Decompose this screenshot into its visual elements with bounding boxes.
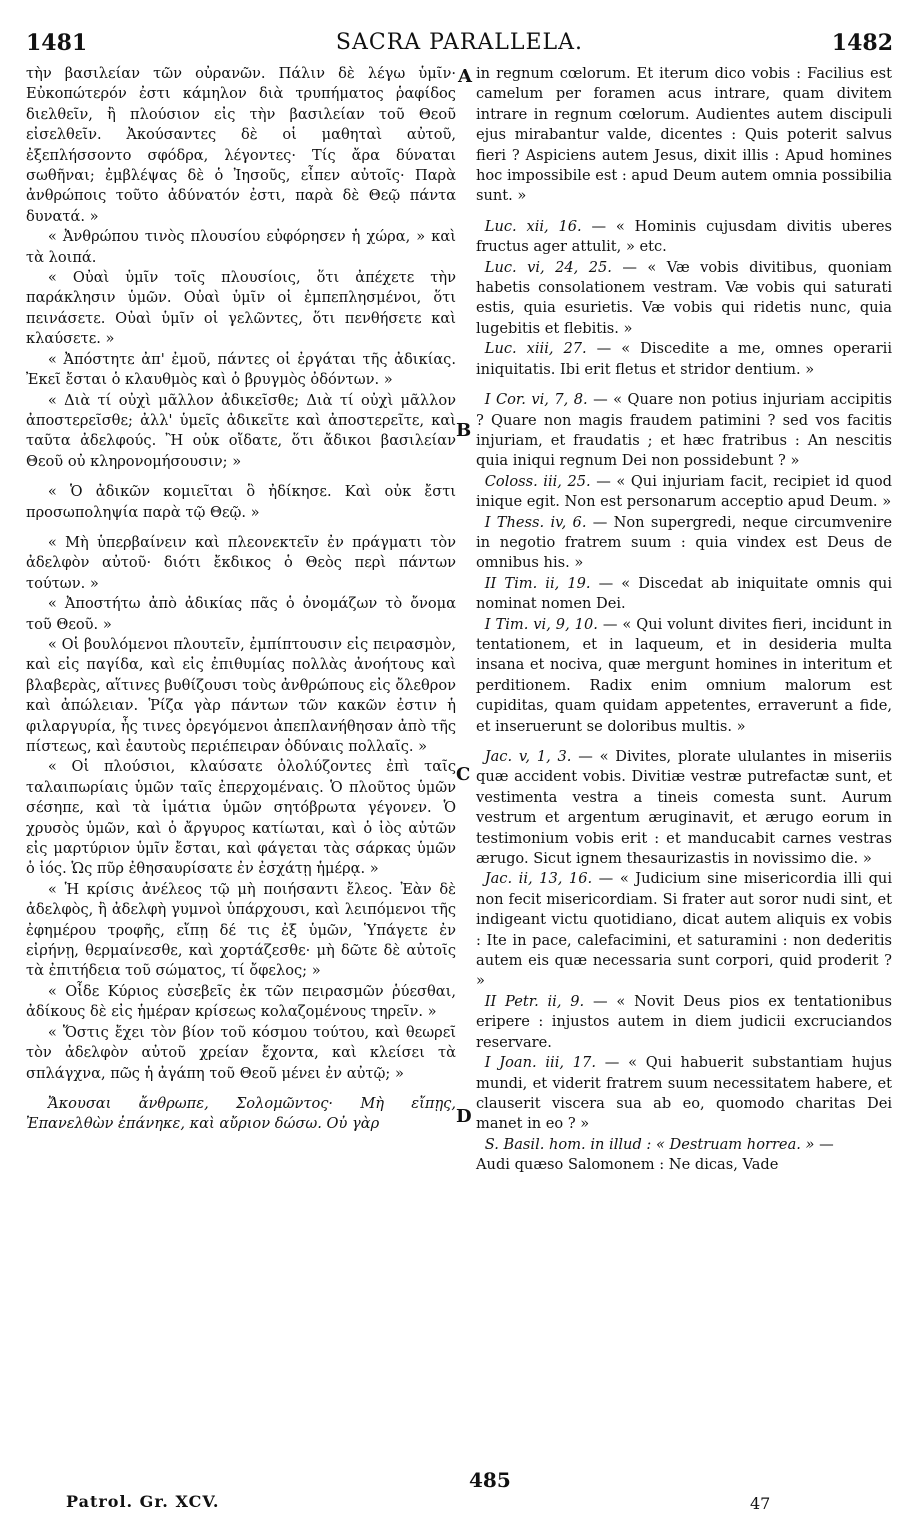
latin-text: — « Qui volunt divites fieri, incidunt in tentationem, et in laqueum, et in desideria multa insana et nociva, quæ mergunt homines in interitum et perditionem. Radix enim omnium malorum est cupiditas, quam quidam appetentes, erraverunt a fide, et inseruerunt se doloribus multis. » bbox=[476, 615, 892, 735]
scripture-reference: I Cor. vi, 7, 8. bbox=[484, 391, 588, 409]
scripture-reference: II Tim. ii, 19. bbox=[484, 574, 591, 592]
latin-text: — « Qui injuriam facit, recipiet id quod inique egit. Non est personarum acceptio apud Deum. » bbox=[476, 472, 892, 511]
latin-paragraph bbox=[476, 1053, 892, 1135]
latin-paragraph bbox=[476, 64, 892, 207]
latin-text: — « Divites, plorate ululantes in miseriis quæ accident vobis. Divitiæ vestræ putrefactæ sunt, et vestimenta vestra a tineis comesta sunt. Aurum vestrum et argentum æruginavit, et ærugo eorum in testimonium vobis erit : et manducabit carnes vestras ærugo. Sicut ignem thesaurizastis in novissimo die. » bbox=[476, 748, 892, 868]
latin-paragraph bbox=[476, 472, 892, 513]
greek-paragraph bbox=[26, 391, 456, 473]
margin-letter-b: B bbox=[456, 420, 472, 441]
latin-paragraph bbox=[476, 869, 892, 991]
latin-paragraph bbox=[476, 339, 892, 380]
scripture-reference: II Petr. ii, 9. bbox=[484, 992, 585, 1010]
latin-paragraph bbox=[476, 1135, 892, 1155]
latin-text: — « Qui habuerit substantiam hujus mundi, et viderit fratrem suum necessitatem habere, et clauserit viscera sua ab eo, quomodo charitas Dei manet in eo ? » bbox=[476, 1054, 892, 1133]
latin-text: — « Hominis cujusdam divitis uberes fructus ager attulit, » etc. bbox=[476, 217, 892, 256]
latin-text: — « Judicium sine misericordia illi qui non fecit misericordiam. Si frater aut soror nudi sint, et indigeant victu quotidiano, dicat autem aliquis ex vobis : Ite in pace, calefacimini, et saturamini : non dederitis autem eis quæ necessaria sunt corpori, quid proderit ? » bbox=[476, 870, 892, 990]
latin-text: Audi quæso Salomonem : Ne dicas, Vade bbox=[476, 1156, 779, 1174]
greek-text: « Οἱ βουλόμενοι πλουτεῖν, ἐμπίπτουσιν εἰς πειρασμὸν, καὶ εἰς παγίδα, καὶ εἰς ἐπιθυμίας πολλὰς ἀνοήτους καὶ βλαβερὰς, αἵτινες βυθίζουσι τοὺς ἀνθρώπους εἰς ὄλεθρον καὶ ἀπώλειαν. Ῥίζα γὰρ πάντων τῶν κακῶν ἐστιν ἡ φιλαργυρία, ἧς τινες ὀρεγόμενοι ἀπεπλανήθησαν ἀπὸ τῆς πίστεως, καὶ ἑαυτοὺς περιέπειραν ὀδύναις πολλαῖς. » bbox=[26, 635, 456, 755]
greek-paragraph bbox=[26, 268, 456, 350]
greek-paragraph bbox=[26, 350, 456, 391]
right-page-number: 1482 bbox=[831, 30, 893, 56]
greek-text: « Ὁ ἀδικῶν κομιεῖται ὃ ἠδίκησε. Καὶ οὐκ ἔστι προσωποληψία παρὰ τῷ Θεῷ. » bbox=[26, 483, 456, 521]
latin-column bbox=[476, 64, 892, 1176]
latin-text: — « Discedite a me, omnes operarii iniquitatis. Ibi erit fletus et stridor dentium. » bbox=[476, 340, 892, 378]
greek-text: « Ἡ κρίσις ἀνέλεος τῷ μὴ ποιήσαντι ἔλεος. Ἐὰν δὲ ἀδελφὸς, ἢ ἀδελφὴ γυμνοὶ ὑπάρχουσι, καὶ λειπόμενοι τῆς ἐφημέρου τροφῆς, εἴπῃ δέ τις ἐξ ὑμῶν, Ὑπάγετε ἐν εἰρήνῃ, θερμαίνεσθε, καὶ χορτάζεσθε· μὴ δῶτε δὲ αὐτοῖς τὰ ἐπιτήδεια τοῦ σώματος, τί ὄφελος; » bbox=[26, 880, 456, 980]
greek-paragraph bbox=[26, 1094, 456, 1135]
latin-text: — « Novit Deus pios ex tentationibus eripere : injustos autem in diem judicii excruciandos reservare. bbox=[476, 992, 892, 1051]
greek-text: « Οἶδε Κύριος εὐσεβεῖς ἐκ τῶν πειρασμῶν ῥύεσθαι, ἀδίκους δὲ εἰς ἡμέραν κρίσεως κολαζομένους τηρεῖν. » bbox=[26, 982, 456, 1021]
latin-paragraph bbox=[476, 258, 892, 340]
latin-text: — « Discedat ab iniquitate omnis qui nominat nomen Dei. bbox=[476, 574, 892, 613]
page-header bbox=[26, 30, 893, 60]
greek-paragraph bbox=[26, 533, 456, 594]
paragraph-gap bbox=[476, 380, 892, 390]
greek-text: τὴν βασιλείαν τῶν οὐρανῶν. Πάλιν δὲ λέγω ὑμῖν· Εὐκοπώτερόν ἐστι κάμηλον διὰ τρυπήματος ῥαφίδος διελθεῖν, ἢ πλούσιον εἰς τὴν βασιλείαν τοῦ Θεοῦ εἰσελθεῖν. Ἀκούσαντες δὲ οἱ μαθηταὶ αὐτοῦ, ἐξεπλήσσοντο σφόδρα, λέγοντες· Τίς ἄρα δύναται σωθῆναι; ἐμβλέψας δὲ ὁ Ἰησοῦς, εἶπεν αὐτοῖς· Παρὰ ἀνθρώποις τοῦτο ἀδύνατόν ἐστι, παρὰ δὲ Θεῷ πάντα δυνατά. » bbox=[26, 65, 456, 225]
scripture-reference: Luc. vi, 24, 25. bbox=[484, 258, 612, 276]
greek-text: « Οὐαὶ ὑμῖν τοῖς πλουσίοις, ὅτι ἀπέχετε τὴν παράκλησιν ὑμῶν. Οὐαὶ ὑμῖν οἱ ἐμπεπλησμένοι, ὅτι πεινάσετε. Οὐαὶ ὑμῖν οἱ γελῶντες, ὅτι πενθήσετε καὶ κλαύσετε. » bbox=[26, 269, 456, 348]
scripture-reference: Luc. xiii, 27. bbox=[484, 340, 587, 358]
greek-text: « Ἀπόστητε ἀπ' ἐμοῦ, πάντες οἱ ἐργάται τῆς ἀδικίας. Ἐκεῖ ἔσται ὁ κλαυθμὸς καὶ ὁ βρυγμὸς ὀδόντων. » bbox=[26, 350, 456, 389]
greek-text: « Μὴ ὑπερβαίνειν καὶ πλεονεκτεῖν ἐν πράγματι τὸν ἀδελφὸν αὐτοῦ· διότι ἔκδικος ὁ Θεὸς περὶ πάντων τούτων. » bbox=[26, 533, 456, 592]
footer-signature-number: 485 bbox=[469, 1468, 511, 1492]
latin-paragraph bbox=[476, 217, 892, 258]
paragraph-gap bbox=[26, 472, 456, 482]
margin-letter-a: A bbox=[458, 66, 472, 87]
latin-paragraph bbox=[476, 513, 892, 574]
scripture-reference: Jac. v, 1, 3. bbox=[484, 748, 572, 765]
greek-text: « Ἀποστήτω ἀπὸ ἀδικίας πᾶς ὁ ὀνομάζων τὸ ὄνομα τοῦ Θεοῦ. » bbox=[26, 595, 456, 633]
latin-text: in regnum cœlorum. Et iterum dico vobis : Facilius est camelum per foramen acus intrare, quam divitem intrare in regnum cœlorum. Audientes autem discipuli ejus mirabantur valde, dicentes : Quis poterit salvus fieri ? Aspiciens autem Jesus, dixit illis : Apud homines hoc impossibile est : apud Deum autem omnia possibilia sunt. » bbox=[476, 65, 892, 205]
paragraph-gap bbox=[476, 737, 892, 747]
latin-text: — Non supergredi, neque circumvenire in negotio fratrem suum : quia vindex est Deus de omnibus his. » bbox=[476, 513, 893, 572]
scripture-reference: I Thess. iv, 6. bbox=[484, 513, 587, 531]
scripture-reference: Coloss. iii, 25. bbox=[484, 472, 591, 490]
latin-paragraph bbox=[476, 1155, 892, 1175]
latin-text: — « Quare non potius injuriam accipitis ? Quare non magis fraudem patimini ? sed vos facitis injuriam, et fraudatis ; et hæc fratribus : An nescitis quia iniqui regnum Dei non possidebunt ? » bbox=[476, 391, 892, 470]
greek-text: « Ὅστις ἔχει τὸν βίον τοῦ κόσμου τούτου, καὶ θεωρεῖ τὸν ἀδελφὸν αὐτοῦ χρείαν ἔχοντα, καὶ κλείσει τὰ σπλάγχνα, πῶς ἡ ἀγάπη τοῦ Θεοῦ μένει ἐν αὐτῷ; » bbox=[26, 1023, 456, 1082]
greek-text: « Οἱ πλούσιοι, κλαύσατε ὀλολύζοντες ἐπὶ ταῖς ταλαιπωρίαις ὑμῶν ταῖς ἐπερχομέναις. Ὁ πλοῦτος ὑμῶν σέσηπε, καὶ τὰ ἱμάτια ὑμῶν σητόβρωτα γέγονεν. Ὁ χρυσὸς ὑμῶν, καὶ ὁ ἄργυρος κατίωται, καὶ ὁ ἰὸς αὐτῶν εἰς μαρτύριον ὑμῖν ἔσται, καὶ φάγεται τὰς σάρκας ὑμῶν ὁ ἰός. Ὡς πῦρ ἐθησαυρίσατε ἐν ἐσχάτῃ ἡμέρᾳ. » bbox=[26, 758, 456, 878]
greek-paragraph bbox=[26, 227, 456, 268]
margin-letter-d: D bbox=[456, 1106, 472, 1127]
greek-paragraph bbox=[26, 594, 456, 635]
scripture-reference: S. Basil. hom. in illud : « Destruam horrea. » bbox=[484, 1135, 815, 1153]
greek-text: Ἄκουσαι ἄνθρωπε, Σολομῶντος· Μὴ εἴπῃς, Ἐπανελθὼν ἐπάνηκε, καὶ αὔριον δώσω. Οὐ γὰρ bbox=[26, 1094, 456, 1133]
latin-paragraph bbox=[476, 574, 892, 615]
paragraph-gap bbox=[26, 523, 456, 533]
scripture-reference: I Joan. iii, 17. bbox=[484, 1054, 596, 1072]
greek-paragraph bbox=[26, 64, 456, 227]
paragraph-gap bbox=[26, 1084, 456, 1094]
scripture-reference: Jac. ii, 13, 16. bbox=[484, 870, 593, 888]
footer-gathering-number: 47 bbox=[750, 1494, 771, 1513]
latin-text: — bbox=[814, 1135, 834, 1153]
scripture-reference: I Tim. vi, 9, 10. bbox=[484, 615, 598, 633]
footer-series: Patrol. Gr. XCV. bbox=[66, 1492, 220, 1511]
scripture-reference: Luc. xii, 16. bbox=[484, 217, 582, 235]
margin-letter-c: C bbox=[456, 764, 471, 785]
latin-text: — « Væ vobis divitibus, quoniam habetis consolationem vestram. Væ vobis qui saturati estis, quia esurietis. Væ vobis qui ridetis nunc, quia lugebitis et flebitis. » bbox=[476, 258, 892, 337]
greek-paragraph bbox=[26, 757, 456, 879]
greek-text: « Ἀνθρώπου τινὸς πλουσίου εὐφόρησεν ἡ χώρα, » καὶ τὰ λοιπά. bbox=[26, 228, 456, 266]
running-title: SACRA PARALLELA. bbox=[335, 30, 584, 55]
greek-paragraph bbox=[26, 635, 456, 757]
latin-paragraph bbox=[476, 747, 892, 869]
latin-paragraph bbox=[476, 992, 892, 1053]
latin-paragraph bbox=[476, 390, 892, 472]
greek-column bbox=[26, 64, 456, 1135]
greek-paragraph bbox=[26, 880, 456, 982]
latin-paragraph bbox=[476, 615, 892, 737]
greek-paragraph bbox=[26, 982, 456, 1023]
greek-paragraph bbox=[26, 482, 456, 523]
paragraph-gap bbox=[476, 207, 892, 217]
greek-text: « Διὰ τί οὐχὶ μᾶλλον ἀδικεῖσθε; Διὰ τί οὐχὶ μᾶλλον ἀποστερεῖσθε; ἀλλ' ὑμεῖς ἀδικεῖτε καὶ ἀποστερεῖτε, καὶ ταῦτα ἀδελφούς. Ἢ οὐκ οἴδατε, ὅτι ἄδικοι βασιλείαν Θεοῦ οὐ κληρονομήσουσιν; » bbox=[26, 391, 456, 470]
greek-paragraph bbox=[26, 1023, 456, 1084]
left-page-number: 1481 bbox=[26, 30, 88, 56]
